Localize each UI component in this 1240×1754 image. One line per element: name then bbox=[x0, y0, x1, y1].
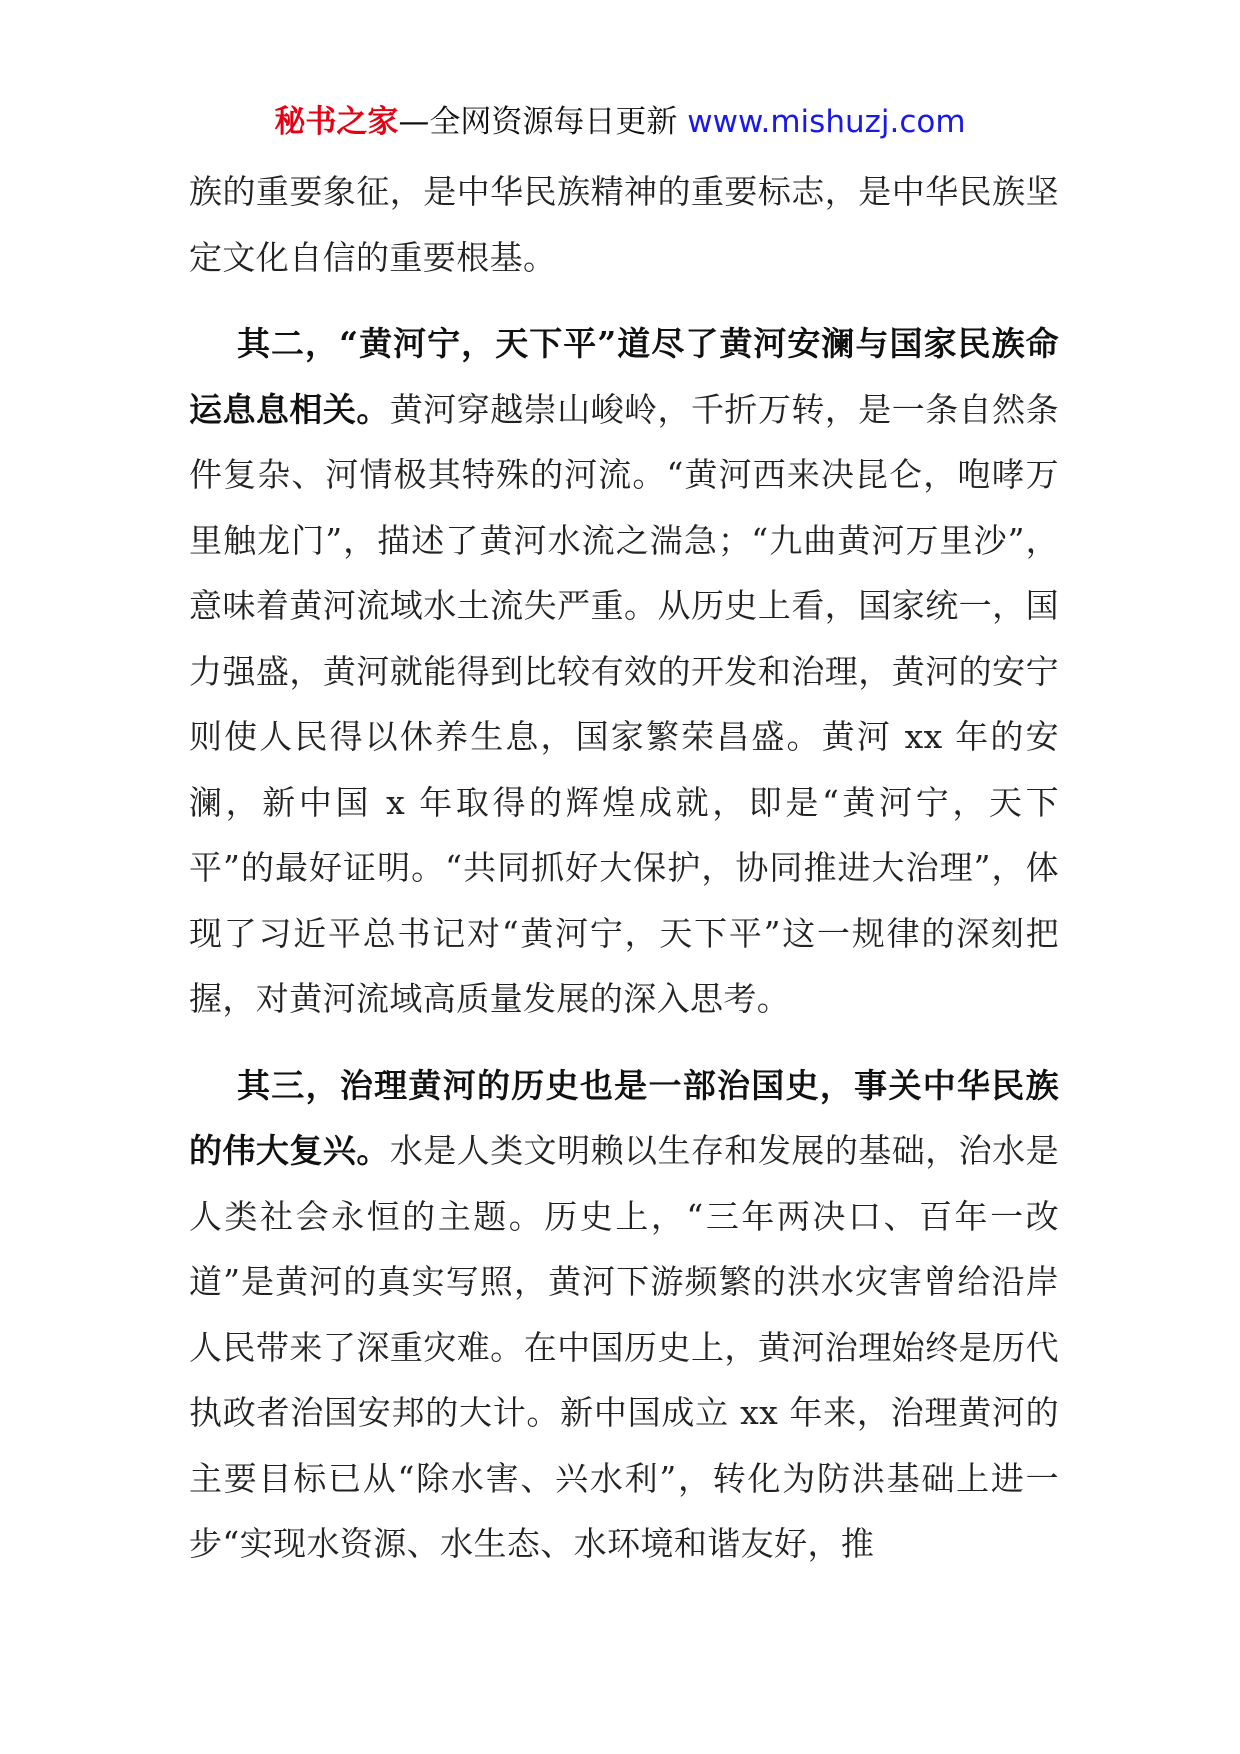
paragraph-text: 族的重要象征，是中华民族精神的重要标志，是中华民族坚定文化自信的重要根基。 bbox=[189, 172, 1059, 277]
paragraph-continuation bbox=[189, 159, 1059, 290]
paragraph-lead-heading: 其二，“黄河宁，天下平”道尽了黄河安澜与国家民族命运息息相关。 bbox=[189, 324, 1059, 429]
site-header bbox=[0, 100, 1240, 144]
paragraph-point-two bbox=[189, 311, 1059, 1032]
site-url-link[interactable]: www.mishuzj.com bbox=[687, 104, 966, 140]
paragraph-text: 水是人类文明赖以生存和发展的基础，治水是人类社会永恒的主题。历史上，“三年两决口、百年一改道”是黄河的真实写照，黄河下游频繁的洪水灾害曾给沿岸人民带来了深重灾难。在中国历史上，黄河治理始终是历代执政者治国安邦的大计。新中国成立 xx 年来，治理黄河的主要目标已从“除水害、兴水利”，转化为防洪基础上进一步“实现水资源、水生态、水环境和谐友好，推 bbox=[189, 1131, 1060, 1563]
paragraph-lead-heading: 其三，治理黄河的历史也是一部治国史，事关中华民族的伟大复兴。 bbox=[189, 1065, 1059, 1170]
paragraph-text: 黄河穿越崇山峻岭，千折万转，是一条自然条件复杂、河情极其特殊的河流。“黄河西来决昆仑，咆哮万里触龙门”，描述了黄河水流之湍急；“九曲黄河万里沙”，意味着黄河流域水土流失严重。从历史上看，国家统一，国力强盛，黄河就能得到比较有效的开发和治理，黄河的安宁则使人民得以休养生息，国家繁荣昌盛。黄河 xx 年的安澜，新中国 x 年取得的辉煌成就，即是“黄河宁，天下平”的最好证明。“共同抓好大保护，协同推进大治理”，体现了习近平总书记对“黄河宁，天下平”这一规律的深刻把握，对黄河流域高质量发展的深入思考。 bbox=[189, 389, 1060, 1018]
header-tagline: —全网资源每日更新 bbox=[398, 104, 678, 140]
paragraph-point-three bbox=[189, 1053, 1059, 1577]
brand-name: 秘书之家 bbox=[274, 104, 399, 140]
document-body bbox=[189, 159, 1059, 1577]
